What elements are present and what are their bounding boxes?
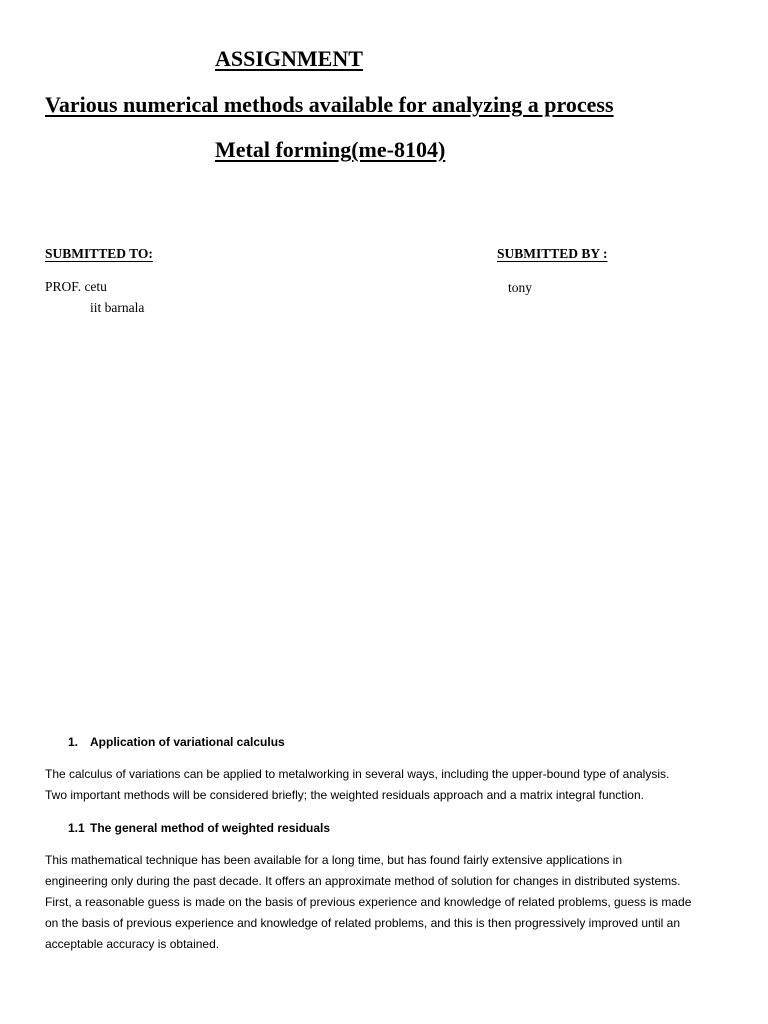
section-1-heading	[68, 735, 285, 749]
paragraph-line: First, a reasonable guess is made on the basis of previous experience and knowledge of related problems, guess is made	[45, 895, 692, 909]
submitted-to-name: PROF. cetu	[45, 279, 107, 294]
course-underline-spacer	[45, 137, 215, 163]
paragraph-line: Two important methods will be considered briefly; the weighted residuals approach and a matrix integral function.	[45, 788, 644, 802]
paragraph-line: engineering only during the past decade. It offers an approximate method of solution for changes in distributed systems.	[45, 874, 681, 888]
course-name: Metal forming(me-8104)	[215, 137, 446, 162]
submitted-by-label: SUBMITTED BY :	[497, 246, 608, 261]
section-1-paragraph	[45, 764, 735, 806]
section-1-1-paragraph	[45, 850, 735, 955]
section-1-1-heading	[68, 821, 330, 835]
submitted-by-name: tony	[508, 280, 533, 295]
paragraph-line: The calculus of variations can be applied to metalworking in several ways, including the upper-bound type of analysis.	[45, 767, 670, 781]
submitted-to-institute: iit barnala	[90, 300, 145, 315]
paragraph-line: on the basis of previous experience and knowledge of related problems, and this is then progressively improved until an	[45, 916, 681, 930]
assignment-title: ASSIGNMENT	[215, 46, 363, 71]
section-1-1-number: 1.1	[68, 821, 85, 835]
paragraph-line: This mathematical technique has been available for a long time, but has found fairly extensive applications in	[45, 853, 623, 867]
course-line	[45, 137, 445, 163]
assignment-subtitle: Various numerical methods available for analyzing a process	[45, 92, 614, 117]
paragraph-line: acceptable accuracy is obtained.	[45, 937, 220, 951]
section-1-number: 1.	[68, 735, 79, 749]
submitted-to-label: SUBMITTED TO:	[45, 246, 153, 261]
section-1-1-title: The general method of weighted residuals	[90, 821, 331, 835]
section-1-title: Application of variational calculus	[90, 735, 285, 749]
